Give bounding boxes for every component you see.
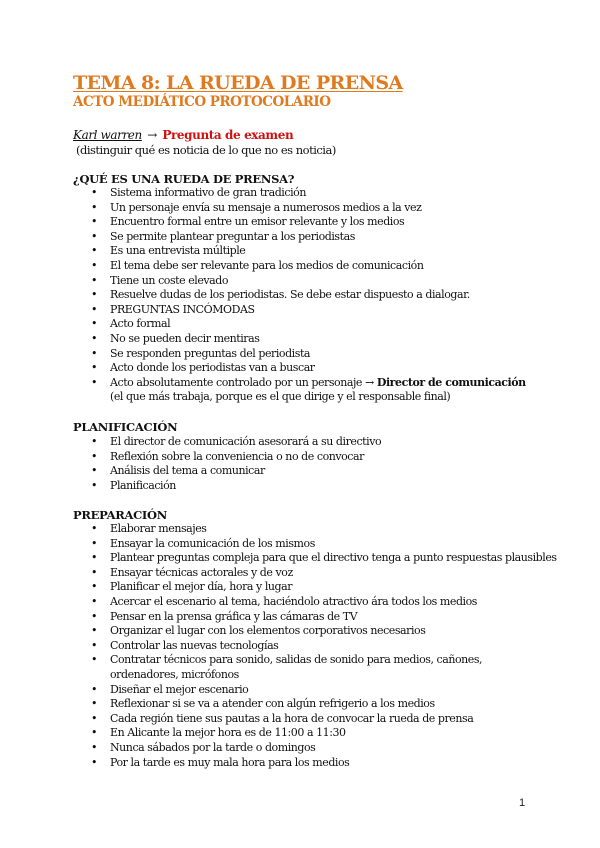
list-item: • Por la tarde es muy mala hora para los medios: [0, 756, 600, 771]
section-heading-preparation: PREPARACIÓN: [73, 508, 167, 522]
director-highlight: Director de comunicación: [376, 375, 526, 389]
list-item-director: [0, 376, 600, 405]
list-item: • Es una entrevista múltiple: [0, 244, 600, 259]
list-item: • Diseñar el mejor escenario: [0, 683, 600, 698]
list-item: • Plantear preguntas compleja para que el directivo tenga a punto respuestas plausibles: [0, 551, 600, 566]
list-item: • Nunca sábados por la tarde o domingos: [0, 741, 600, 756]
preparation-list: [0, 522, 600, 770]
list-item: • Acto donde los periodistas van a buscar: [0, 361, 600, 376]
list-item: • Acercar el escenario al tema, haciéndolo atractivo ára todos los medios: [0, 595, 600, 610]
list-item: • Cada región tiene sus pautas a la hora de convocar la rueda de prensa: [0, 712, 600, 727]
list-item: • Elaborar mensajes: [0, 522, 600, 537]
list-item: • Resuelve dudas de los periodistas. Se debe estar dispuesto a dialogar.: [0, 288, 600, 303]
list-item: • Controlar las nuevas tecnologías: [0, 639, 600, 654]
exam-question-label: Pregunta de examen: [162, 128, 294, 142]
list-item: • En Alicante la mejor hora es de 11:00 a 11:30: [0, 726, 600, 741]
list-item: • Reflexión sobre la conveniencia o no de convocar: [0, 450, 600, 465]
list-item: • Sistema informativo de gran tradición: [0, 186, 600, 201]
right-arrow-icon: →: [365, 375, 374, 389]
section-heading-what-is: ¿QUÉ ES UNA RUEDA DE PRENSA?: [73, 172, 295, 186]
list-item: • Planificación: [0, 479, 600, 494]
list-item: • Se permite plantear preguntar a los periodistas: [0, 230, 600, 245]
list-item: • El director de comunicación asesorará a su directivo: [0, 435, 600, 450]
right-arrow-icon: →: [147, 128, 157, 142]
list-item: • Ensayar la comunicación de los mismos: [0, 537, 600, 552]
list-item: • Ensayar técnicas actorales y de voz: [0, 566, 600, 581]
list-item: • Reflexionar si se va a atender con algún refrigerio a los medios: [0, 697, 600, 712]
list-item: • Organizar el lugar con los elementos corporativos necesarios: [0, 624, 600, 639]
exam-note: (distinguir qué es noticia de lo que no es noticia): [76, 143, 336, 157]
list-item: • El tema debe ser relevante para los medios de comunicación: [0, 259, 600, 274]
list-item: • Encuentro formal entre un emisor relevante y los medios: [0, 215, 600, 230]
list-item-text: Acto absolutamente controlado por un personaje: [110, 375, 362, 389]
list-item: • PREGUNTAS INCÓMODAS: [0, 303, 600, 318]
planning-list: [0, 435, 600, 493]
list-item: • Contratar técnicos para sonido, salidas de sonido para medios, cañones, ordenadores, micrófonos: [0, 653, 600, 682]
exam-reference-line: [73, 128, 293, 142]
list-item-text: (el que más trabaja, porque es el que dirige y el responsable final): [110, 390, 451, 404]
what-is-list: [0, 186, 600, 405]
list-item: • Pensar en la prensa gráfica y las cámaras de TV: [0, 610, 600, 625]
list-item: • Planificar el mejor día, hora y lugar: [0, 580, 600, 595]
page-number: 1: [519, 797, 526, 809]
list-item: • Análisis del tema a comunicar: [0, 464, 600, 479]
list-item: • No se pueden decir mentiras: [0, 332, 600, 347]
page-title: TEMA 8: LA RUEDA DE PRENSA: [73, 72, 403, 94]
list-item: • Se responden preguntas del periodista: [0, 347, 600, 362]
page-subtitle: ACTO MEDIÁTICO PROTOCOLARIO: [73, 94, 331, 110]
list-item: • Tiene un coste elevado: [0, 274, 600, 289]
list-item: • Un personaje envía su mensaje a numerosos medios a la vez: [0, 201, 600, 216]
section-heading-planning: PLANIFICACIÓN: [73, 420, 178, 434]
list-item: • Acto formal: [0, 317, 600, 332]
author-name: Karl warren: [73, 128, 142, 142]
